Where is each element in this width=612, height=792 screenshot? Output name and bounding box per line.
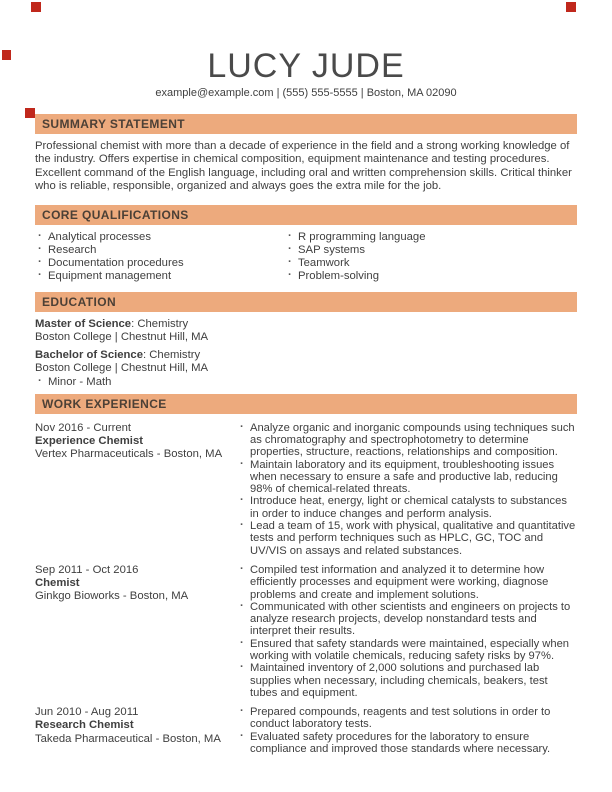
job-entry [35, 422, 577, 557]
education-entry [35, 318, 577, 344]
qualifications-list [35, 231, 577, 283]
job-entry [35, 564, 577, 699]
job-bullets [237, 422, 577, 557]
job-title: Research Chemist [35, 719, 134, 732]
bullet-item: · Research [35, 244, 285, 257]
red-artifact-mark [566, 2, 576, 12]
job-bullets [237, 564, 577, 699]
degree-field: : Chemistry [131, 317, 189, 330]
bullet-item: · Documentation procedures [35, 257, 285, 270]
job-company: Takeda Pharmaceutical - Boston, MA [35, 732, 221, 745]
bullet-item: · Maintained inventory of 2,000 solutions and purchased lab supplies when necessary, including chemicals, beakers, test tubes and equipment. [237, 662, 577, 699]
bullet-item: · Maintain laboratory and its equipment, troubleshooting issues when necessary to ensure a safe and productive lab, reducing 98% of chemical-related threats. [237, 459, 577, 496]
red-artifact-mark [25, 108, 35, 118]
bullet-item: · Analytical processes [35, 231, 285, 244]
section-header-summary: SUMMARY STATEMENT [35, 114, 577, 134]
degree-name: Master of Science [35, 317, 132, 330]
degree-line [35, 318, 577, 331]
summary-text: Professional chemist with more than a decade of experience in the field and a strong working knowledge of the industry. Offers expertise in chemical composition, equipment maintenance and testing procedures. Excellent command of the English language, including oral and written comprehension skills. Critical thinker who is reliable, responsible, organized and always goes the extra mile for the job. [35, 140, 572, 193]
resume-header [35, 48, 577, 100]
red-artifact-mark [2, 50, 11, 60]
bullet-item: · Prepared compounds, reagents and test solutions in order to conduct laboratory tests. [237, 706, 577, 731]
school-line: Boston College | Chestnut Hill, MA [35, 362, 209, 375]
degree-field: : Chemistry [143, 349, 201, 362]
education-entry [35, 349, 577, 390]
bullet-item: · Minor - Math [35, 376, 577, 389]
bullet-item: · Evaluated safety procedures for the laboratory to ensure compliance and improved those standards where necessary. [237, 731, 577, 756]
red-artifact-mark [31, 2, 41, 12]
job-meta [35, 422, 237, 557]
bullet-item: · Teamwork [285, 257, 577, 270]
job-company: Vertex Pharmaceuticals - Boston, MA [35, 448, 223, 461]
job-dates: Nov 2016 - Current [35, 421, 132, 434]
bullet-item: · Problem-solving [285, 270, 577, 283]
bullet-item: · Analyze organic and inorganic compounds using techniques such as chromatography and spectrophotometry to determine properties, structure, reactions, relationships and composition. [237, 422, 577, 459]
job-meta [35, 706, 237, 755]
bullet-item: · Lead a team of 15, work with physical, qualitative and quantitative tests and perform techniques such as HPLC, GC, TOC and UV/VIS on assays and related substances. [237, 520, 577, 557]
job-title: Experience Chemist [35, 434, 143, 447]
job-title: Chemist [35, 577, 80, 590]
section-header-education: EDUCATION [35, 292, 577, 312]
job-dates: Jun 2010 - Aug 2011 [35, 706, 139, 719]
bullet-item: · Equipment management [35, 270, 285, 283]
contact-line: example@example.com | (555) 555-5555 | Boston, MA 02090 [155, 87, 457, 99]
job-meta [35, 564, 237, 699]
degree-name: Bachelor of Science [35, 349, 143, 362]
bullet-item: · Introduce heat, energy, light or chemical catalysts to substances in order to induce changes and perform analysis. [237, 495, 577, 520]
education-notes [35, 376, 577, 389]
qualifications-left-column [35, 231, 285, 283]
job-dates: Sep 2011 - Oct 2016 [35, 563, 139, 576]
section-header-qualifications: CORE QUALIFICATIONS [35, 205, 577, 225]
bullet-item: · R programming language [285, 231, 577, 244]
education-list [35, 318, 577, 390]
job-bullets [237, 706, 577, 755]
bullet-item: · Communicated with other scientists and engineers on projects to analyze research projects, develop nonstandard tests and interpret their results. [237, 601, 577, 638]
bullet-item: · SAP systems [285, 244, 577, 257]
bullet-item: · Ensured that safety standards were maintained, especially when working with volatile chemicals, reducing safety risks by 97%. [237, 638, 577, 663]
bullet-item: · Compiled test information and analyzed it to determine how efficiently processes and equipment were working, diagnose problems and create and implement solutions. [237, 564, 577, 601]
school-line: Boston College | Chestnut Hill, MA [35, 330, 209, 343]
job-company: Ginkgo Bioworks - Boston, MA [35, 590, 189, 603]
job-entry [35, 706, 577, 755]
degree-line [35, 349, 577, 362]
page-title: LUCY JUDE [207, 47, 405, 85]
section-header-experience: WORK EXPERIENCE [35, 394, 577, 414]
qualifications-right-column [285, 231, 577, 283]
